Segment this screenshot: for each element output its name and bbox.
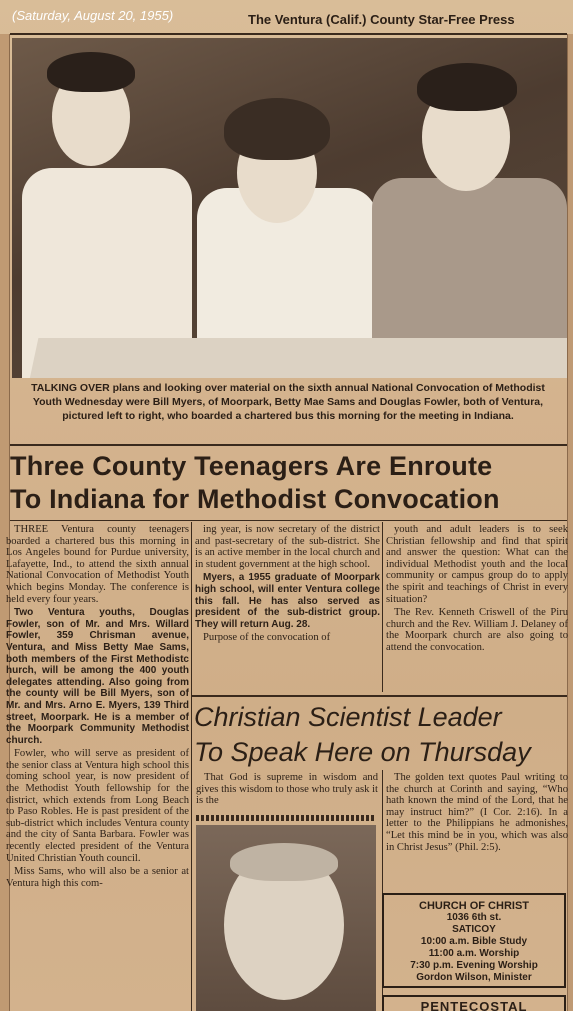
article1-col3-para: youth and adult leaders is to seek Christian fellowship and find that spirit and answer the question: What can the individual Methodist youth and the local community or campus group do to apply the spirit and teachings of Christ in every situation? [386,524,568,605]
portrait-photo [196,825,376,1011]
article1-column3 [386,524,568,656]
article2-headline-line1: Christian Scientist Leader [194,702,502,732]
church-ad-line: 7:30 p.m. Evening Worship [410,960,538,971]
church-ad-line: 11:00 a.m. Worship [428,948,520,959]
article1-col3-para: The Rev. Kenneth Criswell of the Piru church and the Rev. William J. Delaney of the Moorpark church are also going to attend the convocation. [386,607,568,653]
article1-headline-line1: Three County Teenagers Are Enroute [10,451,493,481]
column-rule-1 [191,522,192,1011]
headline-rule [10,520,567,521]
portrait-top-rule [196,815,376,821]
header-rule [10,33,567,35]
article1-headline-line2: To Indiana for Methodist Convocation [10,484,500,514]
pentecostal-ad-title: PENTECOSTAL [420,999,528,1011]
header-publication: The Ventura (Calif.) County Star-Free Press [248,12,515,27]
church-of-christ-ad [382,893,566,988]
article2-headline-line2: To Speak Here on Thursday [194,737,531,767]
article2-column2 [196,772,378,809]
article1-col2-para: Purpose of the convocation of [203,632,331,644]
article1-col1-para: Fowler, who will serve as president of the senior class at Ventura high school this coming school year, is now president of the Methodist Youth fellowship for the district, which extends from Long Beach to Paso Robles. He is past president of the sub-district which includes Ventura county and the city of Santa Barbara. Fowler was recently elected president of the Ventura United Christian Youth council. [6,748,189,864]
article2-column3 [386,772,568,855]
photo-figure-middle-hair [224,98,330,160]
church-ad-title: CHURCH OF CHRIST [419,900,529,912]
portrait-hair [230,843,338,881]
photo-figure-right-hair [417,63,517,111]
caption-rule [10,444,567,446]
news-photo [12,38,567,378]
header-date: (Saturday, August 20, 1955) [12,8,174,23]
page-right-edge [567,34,573,1011]
article2-col2-para: That God is supreme in wisdom and gives this wisdom to those who truly ask it is the [196,772,378,807]
photo-papers [26,338,567,378]
article1-column1 [6,524,189,891]
article1-col2-para: Myers, a 1955 graduate of Moorpark high school, will enter Ventura college this fall. He has also served as president of the sub-district group. They will return Aug. 28. [195,572,380,630]
article1-col1-para: Miss Sams, who will also be a senior at Ventura high this com- [6,866,189,889]
article1-col1-para: Two Ventura youths, Douglas Fowler, son of Mr. and Mrs. Willard Fowler, 359 Chrisman avenue, Ventura, and Miss Betty Mae Sams, both members of the First Methodistc hurch, will be among the 400 youth delegates attending. Also going from the county will be Bill Myers, son of Mr. and Mrs. Arno E. Myers, 139 Third street, Moorpark. He is a member of the Moorpark Community Methodist church. [6,607,189,746]
church-ad-line: 10:00 a.m. Bible Study [420,936,528,947]
article2-col3-para: The golden text quotes Paul writing to the church at Corinth and saying, “Who hath known the mind of the Lord, that he may instruct him?” (I Cor. 2:16). In a letter to the Philippians he admonishes, “Let this mind be in you, which was also in Christ Jesus” (Phil. 2:5). [386,772,568,853]
photo-caption-text: plans and looking over material on the sixth annual National Convocation of Methodist Youth Wednesday were Bill Myers, of Moorpark, Betty Mae Sams and Douglas Fowler, both of Ventura, pictured left to right, who boarded a chartered bus this morning for the meeting in Indiana. [32,382,545,422]
pentecostal-ad [382,995,566,1011]
church-ad-minister: Gordon Wilson, Minister [416,972,532,983]
photo-caption-lead: TALKING OVER [31,382,110,394]
article1-col1-para: THREE Ventura county teenagers boarded a chartered bus this morning in Los Angeles bound for Purdue university, Lafayette, Ind., to attend the sixth annual National Convocation of Methodist Youth which begins Monday. The conference is held every four years. [6,524,189,605]
article1-col2-para: ing year, is now secretary of the district and past-secretary of the sub-district. She is an active member in the local church and in student government at the high school. [195,524,380,570]
article1-headline [10,450,565,516]
column-rule-2 [382,522,383,692]
article2-headline [194,700,566,770]
photo-figure-left-hair [47,52,135,92]
church-ad-city: SATICOY [452,924,496,935]
article2-top-rule [192,695,567,697]
article1-column2 [195,524,380,646]
church-ad-address: 1036 6th st. [446,912,502,923]
photo-caption [18,381,558,423]
